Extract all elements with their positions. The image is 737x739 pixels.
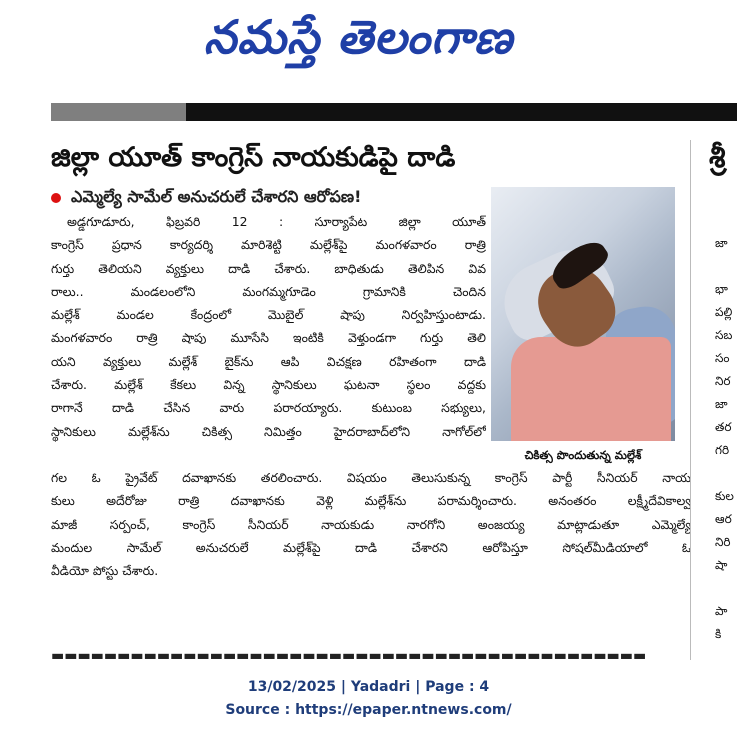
newspaper-masthead bbox=[0, 4, 737, 74]
cut-line-decoration: ▬▬▬▬▬▬▬▬▬▬▬▬▬▬▬▬▬▬▬▬▬▬▬▬▬▬▬▬▬▬▬▬▬▬▬▬▬▬▬▬▬▬▬▬▬ bbox=[51, 650, 647, 664]
adjacent-line: సం bbox=[715, 351, 730, 365]
adjacent-line: పల్లి bbox=[715, 305, 733, 319]
adjacent-article-column bbox=[690, 140, 737, 660]
body-line: చేశారు. మల్లేశ్ కేకలు విన్న స్థానికులు ఘటనా స్థలం వద్దకు bbox=[51, 377, 486, 393]
page-footer bbox=[0, 676, 737, 722]
adjacent-line: భా bbox=[715, 282, 728, 296]
adjacent-line: గరి bbox=[715, 443, 730, 457]
body-line: రాగానే దాడి చేసిన వారు పరారయ్యారు. కుటుంబ సభ్యులు, bbox=[51, 400, 486, 416]
article-body-narrow bbox=[51, 210, 486, 443]
article-headline: జిల్లా యూత్ కాంగ్రెస్ నాయకుడిపై దాడి bbox=[51, 142, 456, 173]
body-line: యని వ్యక్తులు మల్లేశ్ బైక్‌ను ఆపి విచక్షణ రహితంగా దాడి bbox=[51, 353, 486, 369]
adjacent-line: ఆర bbox=[715, 512, 732, 526]
adjacent-line: సబ bbox=[715, 328, 733, 342]
article-body-wide bbox=[51, 466, 691, 582]
body-line: స్థానికులు మల్లేశ్‌ను చికిత్స నిమిత్తం హైదరాబాద్‌లోని నాగోల్‌లో bbox=[51, 423, 486, 439]
adjacent-line: నిర bbox=[715, 374, 731, 388]
edition-line: 13/02/2025 | Yadadri | Page : 4 bbox=[247, 679, 490, 695]
body-line: కులు అదేరోజు రాత్రి దవాఖానకు వెళ్లి మల్లేశ్‌ను పరామర్శించారు. అనంతరం లక్ష్మీదేవికాల్వ bbox=[51, 493, 691, 509]
body-line: వీడియో పోస్టు చేశారు. bbox=[51, 563, 159, 579]
body-line: గల ఓ ప్రైవేట్ దవాఖానకు తరలించారు. విషయం తెలుసుకున్న కాంగ్రెస్ పార్టీ సీనియర్ నాయ bbox=[51, 470, 691, 485]
photo-caption: చికిత్స పొందుతున్న మల్లేశ్ bbox=[524, 448, 642, 462]
body-line: రాలు.. మండలంలోని మంగమ్మగూడెం గ్రామానికి చెందిన bbox=[51, 283, 486, 299]
body-line: గుర్తు తెలియని వ్యక్తులు దాడి చేశారు. బాధితుడు తెలిపిన వివ bbox=[51, 260, 486, 276]
adjacent-line: కి bbox=[715, 627, 722, 641]
source-line: Source : https://epaper.ntnews.com/ bbox=[225, 702, 512, 718]
article-photo bbox=[491, 187, 675, 441]
body-line: మల్లేశ్ మండల కేంద్రంలో మొబైల్ షాపు నిర్వహిస్తుంటాడు. bbox=[51, 307, 486, 323]
bullet-icon bbox=[51, 193, 61, 203]
adjacent-line: కుల bbox=[715, 489, 734, 503]
article-subhead bbox=[51, 185, 511, 209]
adjacent-line: షా bbox=[715, 558, 728, 572]
body-line: మందుల సామేల్ అనుచరులే మల్లేశ్‌పై దాడి చేశారని ఆరోపిస్తూ సోషల్‌మీడియాలో ఓ bbox=[51, 539, 691, 555]
adjacent-line: నిరి bbox=[715, 535, 731, 549]
next-article-cut-line bbox=[51, 650, 671, 664]
photo-shirt bbox=[511, 337, 671, 441]
body-line: మాజీ సర్పంచ్, కాంగ్రెస్ సీనియర్ నాయకుడు నారగోని అంజయ్య మాట్లాడుతూ ఎమ్మెల్యే bbox=[51, 516, 691, 532]
adjacent-headline-fragment: శ్రీ bbox=[709, 140, 726, 175]
adjacent-line: జా bbox=[715, 236, 728, 250]
body-line: మంగళవారం రాత్రి షాపు మూసేసి ఇంటికి వెళ్తుండగా గుర్తు తెలి bbox=[51, 330, 486, 346]
adjacent-line: జా bbox=[715, 397, 728, 411]
masthead-title: నమస్తే తెలంగాణ bbox=[203, 10, 514, 64]
header-rule-black bbox=[186, 103, 737, 121]
body-line: కాంగ్రెస్ ప్రధాన కార్యదర్శి మారిశెట్టి మల్లేశ్‌పై మంగళవారం రాత్రి bbox=[51, 237, 486, 253]
adjacent-line: తర bbox=[715, 420, 732, 434]
body-line: అడ్డగూడూరు, ఫిబ్రవరి 12 : సూర్యాపేట జిల్లా యూత్ bbox=[67, 214, 486, 229]
adjacent-line: పా bbox=[715, 604, 728, 618]
header-rule-grey bbox=[51, 103, 186, 121]
subhead-text: ఎమ్మెల్యే సామేల్ అనుచరులే చేశారని ఆరోపణ! bbox=[71, 187, 362, 206]
